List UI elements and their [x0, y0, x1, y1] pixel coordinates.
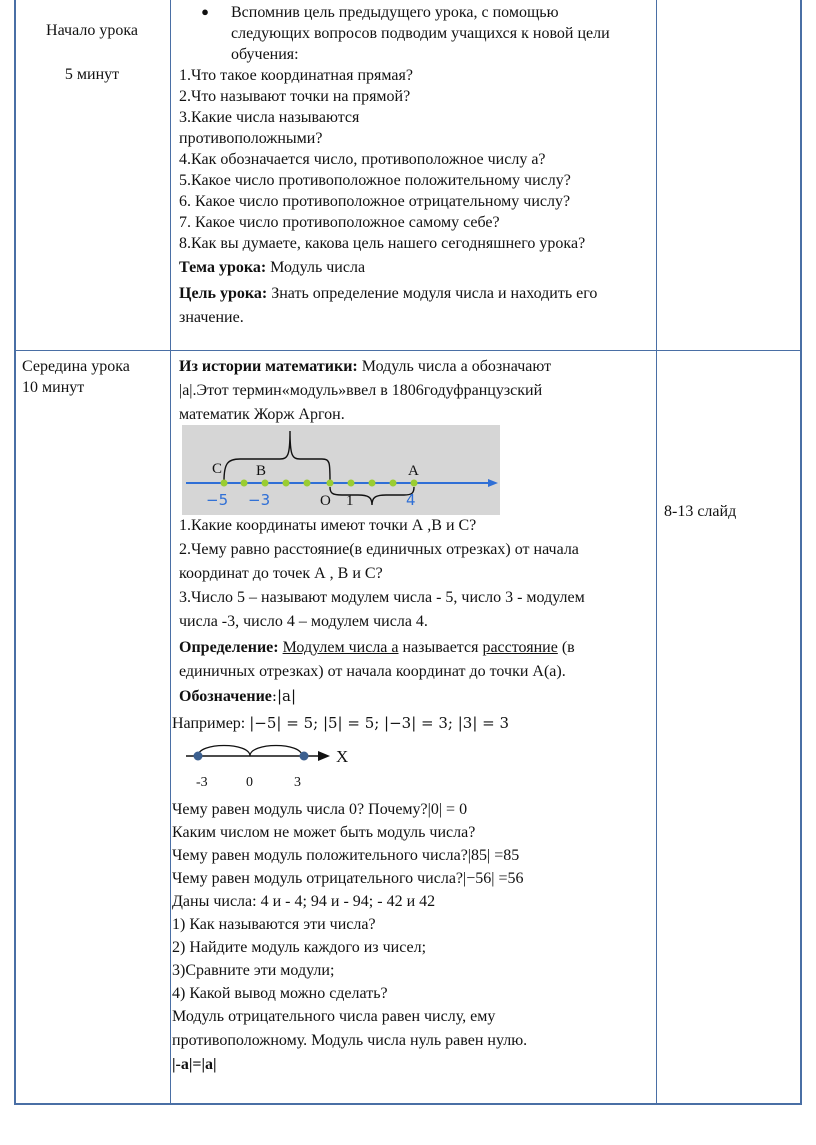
text-line: 1) Как называются эти числа? — [172, 916, 376, 933]
text-line: 2) Найдите модуль каждого из чисел; — [172, 939, 427, 956]
point-label-a: A — [408, 463, 419, 479]
question-item: 4.Как обозначается число, противоположное числу а? — [179, 151, 546, 168]
history-line-3: математик Жорж Аргон. — [179, 406, 345, 423]
example-label: Например: — [172, 715, 250, 732]
text-line: Чему равен модуль числа 0? Почему?|0| = 0 — [172, 801, 468, 818]
definition — [179, 636, 652, 660]
point — [262, 480, 269, 487]
axis2-tick: 3 — [294, 775, 301, 790]
tick-label: O — [320, 493, 331, 509]
tick-label: −5 — [206, 491, 229, 509]
border-right — [800, 0, 802, 1105]
row1-content-cell — [179, 2, 649, 330]
history-label: Из истории математики: — [179, 358, 358, 375]
notation-math: :|a| — [271, 687, 297, 705]
point-neg3 — [194, 752, 203, 761]
row2-stage-cell — [22, 356, 172, 398]
bullet-dot-icon: ● — [201, 4, 209, 19]
axis-arrow-icon — [488, 479, 498, 487]
arc-left — [198, 746, 250, 757]
question-item: 8.Как вы думаете, какова цель нашего сегодняшнего урока? — [179, 235, 586, 252]
point — [283, 480, 290, 487]
axis-figure-2 — [180, 738, 370, 798]
definition-term-1: Модулем числа а — [282, 639, 399, 656]
tick-label: 4 — [406, 491, 416, 509]
row2-lines-block — [172, 798, 652, 1077]
history-line-2: |а|.Этот термин«модуль»ввел в 1806годуфранцузский — [179, 382, 543, 399]
point — [411, 480, 418, 487]
text-line: 4) Какой вывод можно сделать? — [172, 985, 388, 1002]
number-line-figure — [182, 425, 500, 515]
border-bottom — [14, 1103, 802, 1105]
point — [241, 480, 248, 487]
lesson-goal — [179, 282, 649, 330]
example-math: |−5| = 5; |5| = 5; |−3| = 3; |3| = 3 — [249, 714, 510, 732]
point-pos3 — [300, 752, 309, 761]
question-q3b: числа -3, число 4 – модулем числа 4. — [179, 613, 428, 630]
history-text-1: Модуль числа а обозначают — [357, 358, 552, 375]
slides-range: 8-13 слайд — [664, 503, 737, 520]
final-formula-text: |-а|=|а| — [172, 1056, 217, 1073]
definition-term-2: расстояние — [482, 639, 558, 656]
point — [221, 480, 228, 487]
notation-label: Обозначение — [179, 688, 272, 705]
question-q3a: 3.Число 5 – называют модулем числа - 5, число 3 - модулем — [179, 589, 585, 606]
goal-text: Знать определение модуля числа и находить его значение. — [179, 285, 598, 326]
question-list — [179, 65, 649, 254]
text-line: Даны числа: 4 и - 4; 94 и - 94; - 42 и 42 — [172, 893, 436, 910]
arc-right — [250, 746, 302, 757]
final-formula — [172, 1053, 652, 1077]
question-item: 2.Что называют точки на прямой? — [179, 88, 411, 105]
row1-duration: 5 минут — [64, 66, 120, 83]
question-item: 7. Какое число противоположное самому себе? — [179, 214, 500, 231]
topic-text: Модуль числа — [266, 259, 366, 276]
text-line: Каким числом не может быть модуль числа? — [172, 824, 476, 841]
question-q1: 1.Какие координаты имеют точки А ,В и С? — [179, 517, 477, 534]
topic-label: Тема урока: — [179, 259, 267, 276]
definition-line-2: единичных отрезках) от начала координат до точки А(а). — [179, 663, 566, 680]
point — [390, 480, 397, 487]
brace-top — [224, 431, 330, 481]
text-line: Модуль отрицательного числа равен числу, ему — [172, 1008, 496, 1025]
text-line: 3)Сравните эти модули; — [172, 962, 335, 979]
point — [369, 480, 376, 487]
axis-label-x: X — [336, 747, 349, 766]
axis-arrow-2-icon — [318, 751, 330, 761]
definition-mid: называется — [398, 639, 483, 656]
question-item: 3.Какие числа называются — [179, 109, 360, 126]
definition-end: (в — [557, 639, 575, 656]
text-line: Чему равен модуль положительного числа?|85| =85 — [172, 847, 520, 864]
history-block — [172, 355, 652, 427]
row2-questions-block — [172, 514, 652, 736]
number-line-svg — [182, 425, 500, 515]
axis2-tick: -3 — [196, 775, 208, 790]
notation — [179, 684, 652, 709]
axis2-tick: 0 — [246, 775, 253, 790]
question-q2a: 2.Чему равно расстояние(в единичных отрезках) от начала — [179, 541, 579, 558]
text-line: Чему равен модуль отрицательного числа?|−56| =56 — [172, 870, 524, 887]
row1-stage-cell — [14, 20, 170, 86]
row2-stage: Середина урока — [22, 358, 130, 375]
point — [304, 480, 311, 487]
brace-bottom — [330, 487, 414, 505]
definition-label: Определение: — [179, 639, 279, 656]
border-col1 — [170, 0, 171, 1105]
border-row-sep — [14, 350, 802, 351]
border-col2 — [656, 0, 657, 1105]
question-q2b: координат до точек А , В и С? — [179, 565, 383, 582]
row2-duration: 10 минут — [22, 379, 85, 396]
question-item: 1.Что такое координатная прямая? — [179, 67, 413, 84]
border-left — [14, 0, 16, 1105]
tick-label: −3 — [248, 491, 271, 509]
intro-bullet — [179, 2, 649, 65]
goal-label: Цель урока: — [179, 285, 268, 302]
point — [327, 480, 334, 487]
axis-svg-2 — [180, 738, 370, 798]
intro-bullet-text: Вспомнив цель предыдущего урока, с помощью следующих вопросов подводим учащихся к новой цели обучения: — [231, 4, 610, 63]
slides-cell — [664, 503, 794, 521]
point-label-c: C — [212, 461, 223, 477]
history-line-1 — [179, 355, 652, 379]
question-item: 6. Какое число противоположное отрицательному числу? — [179, 193, 571, 210]
text-line: противоположному. Модуль числа нуль равен нулю. — [172, 1032, 528, 1049]
tick-label: 1 — [346, 493, 354, 509]
row2-content-cell — [172, 355, 652, 427]
lesson-topic — [179, 256, 649, 280]
question-item: противоположными? — [179, 130, 323, 147]
row1-stage: Начало урока — [46, 22, 138, 39]
question-item: 5.Какое число противоположное положительному числу? — [179, 172, 571, 189]
example-line — [172, 711, 652, 736]
point-label-b: B — [256, 463, 267, 479]
point — [348, 480, 355, 487]
